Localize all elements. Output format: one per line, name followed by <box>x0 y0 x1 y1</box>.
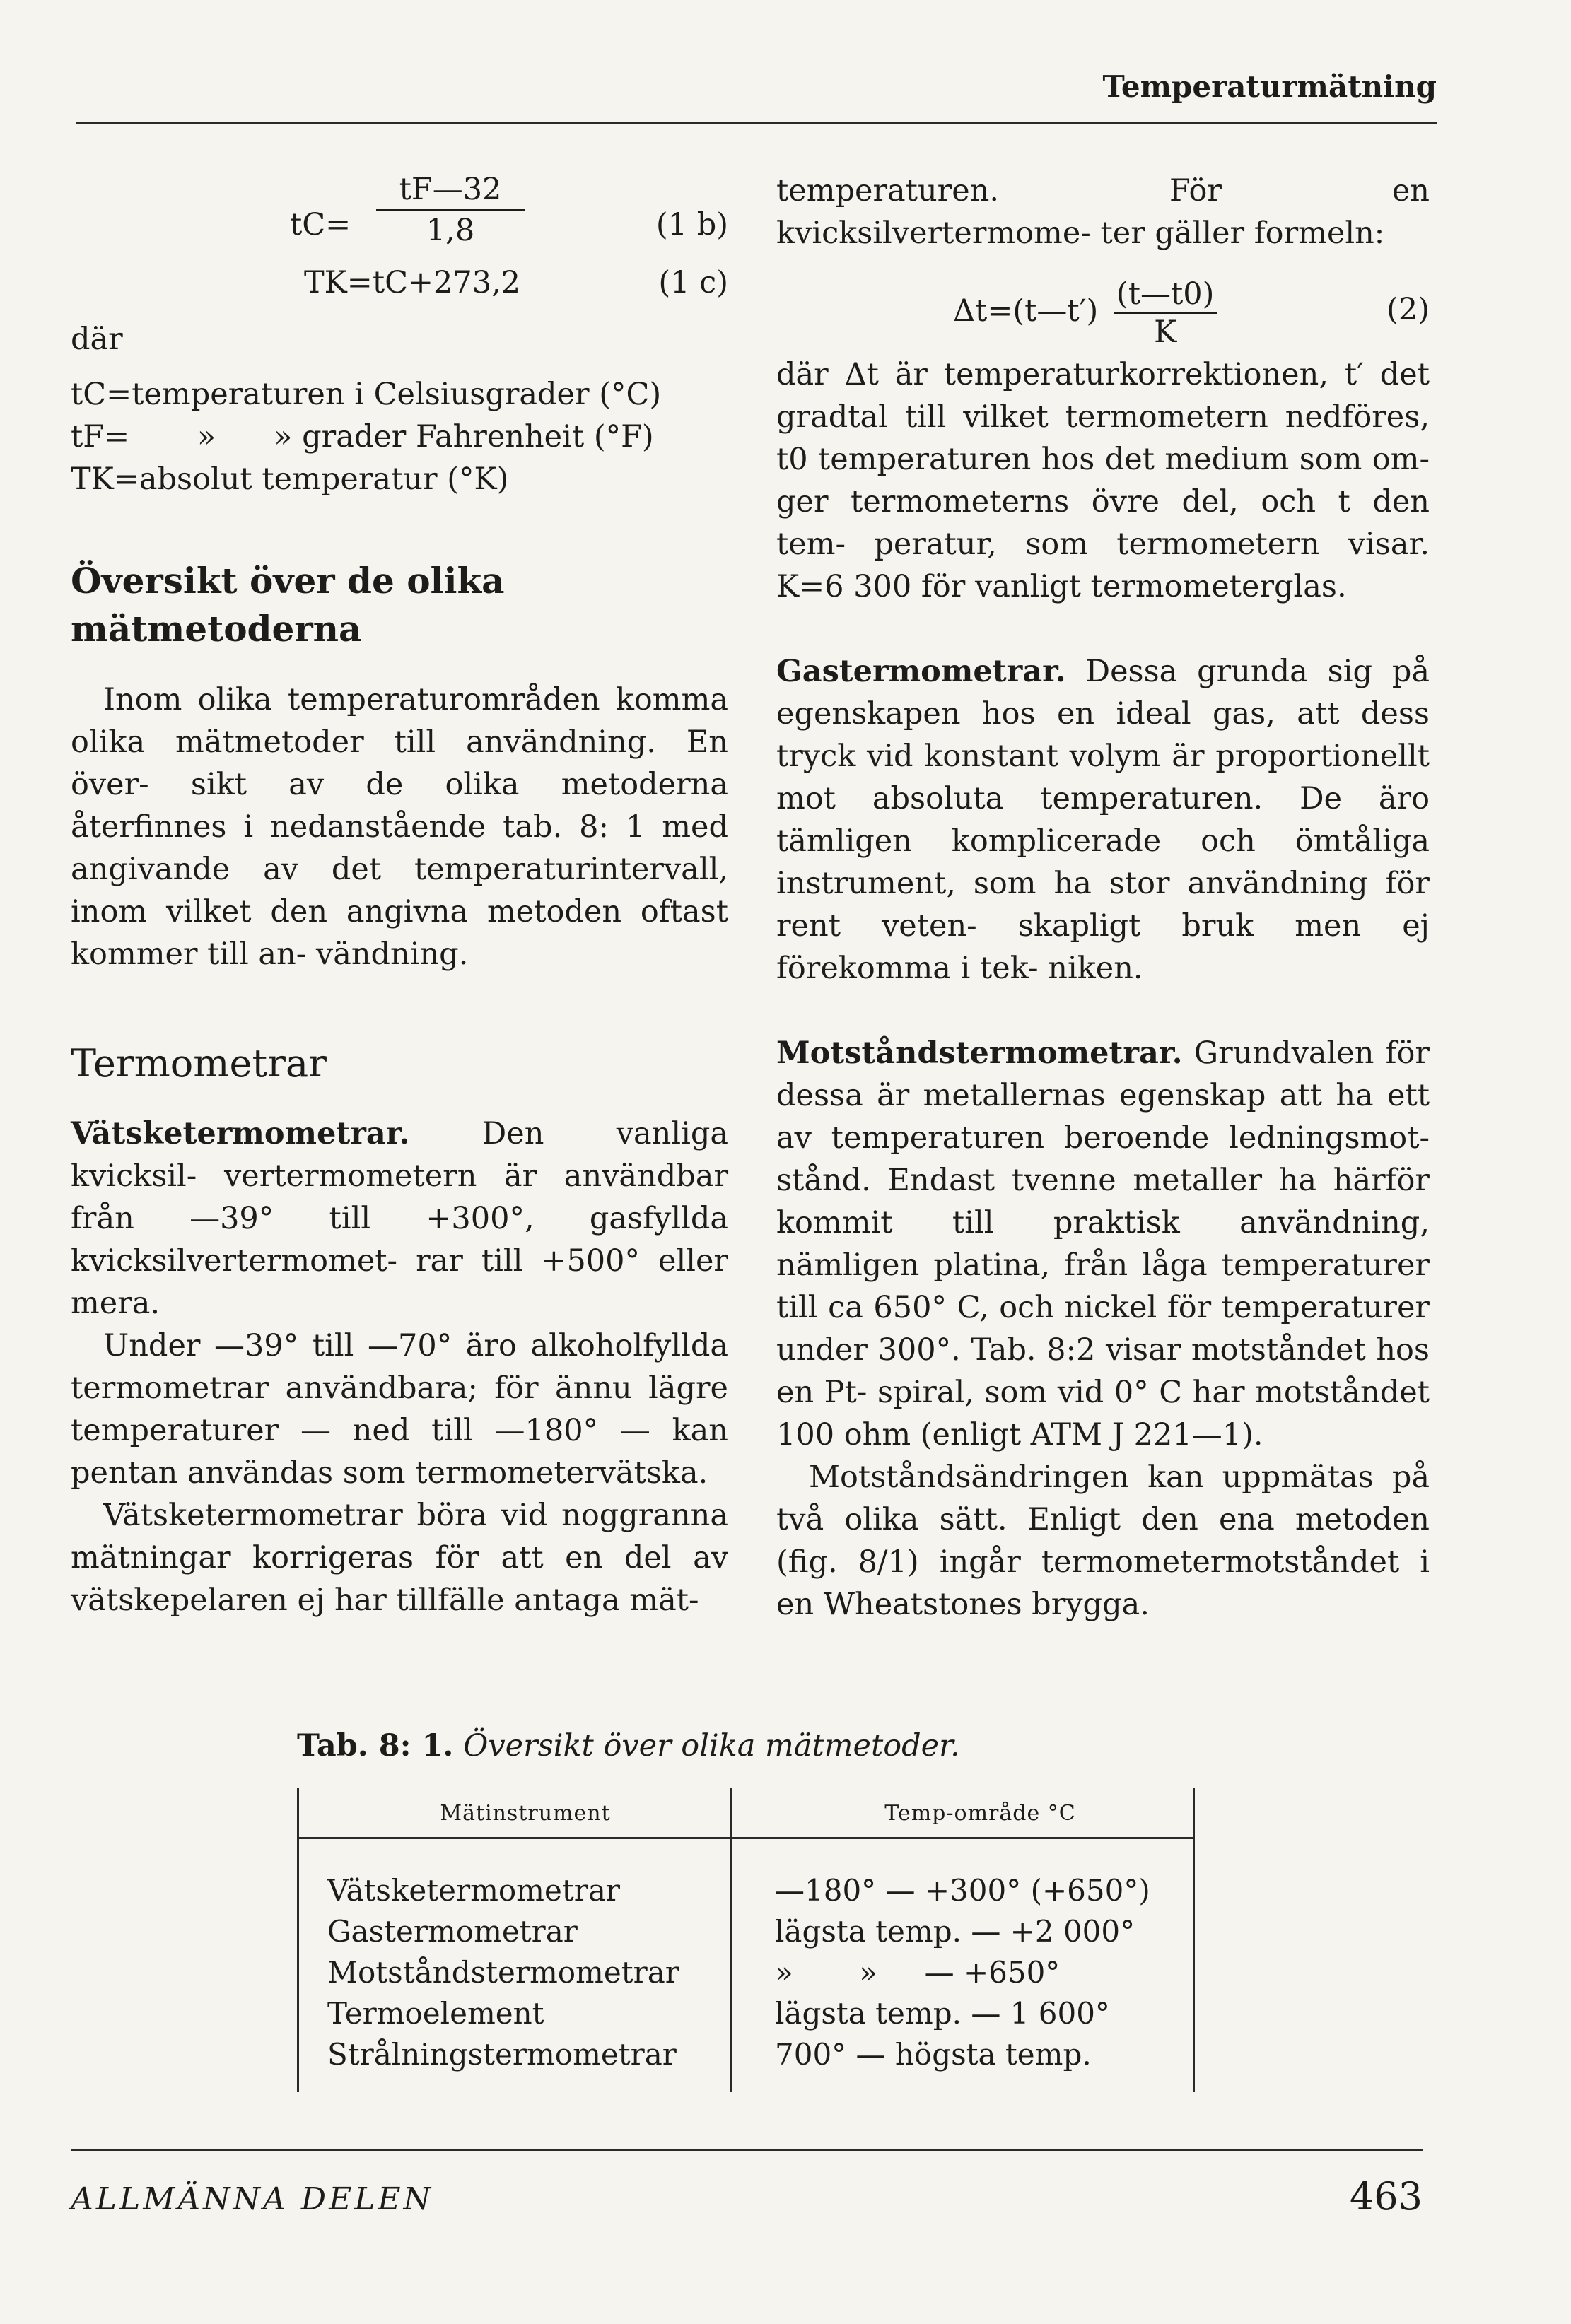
equation-1b-numerator: tF—32 <box>376 170 525 211</box>
equation-1b-lhs: tC= <box>290 207 351 242</box>
section-heading-overview: Översikt över de olika mätmetoderna <box>71 560 505 650</box>
equation-1b-denominator: 1,8 <box>426 213 475 248</box>
equation-2-fraction <box>1114 276 1217 351</box>
table-cell-range: lägsta temp. — 1 600° <box>732 1993 1194 2034</box>
bottom-rule <box>71 2149 1423 2151</box>
run-in-gastermometrar: Gastermometrar. <box>776 654 1066 689</box>
footer-section: ALLMÄNNA DELEN <box>71 2181 434 2217</box>
definition-tc: tC=temperaturen i Celsiusgrader (°C) <box>71 377 662 412</box>
definition-tf: tF= » » grader Fahrenheit (°F) <box>71 419 654 454</box>
table-caption-title: Översikt över olika mätmetoder. <box>463 1728 960 1763</box>
table-row <box>298 1952 1194 1993</box>
table-row <box>298 2034 1194 2092</box>
table-cell-range: 700° — högsta temp. <box>732 2034 1194 2092</box>
paragraph-korrektion: Vätsketermometrar böra vid noggranna mätningar korrigeras för att en del av vätskepelaren ej har tillfälle antaga mät- <box>71 1498 728 1618</box>
table-cell-instrument: Termoelement <box>298 1993 732 2034</box>
run-in-motstandstermometrar: Motståndstermometrar. <box>776 1035 1183 1071</box>
table-row <box>298 1993 1194 2034</box>
definition-tk: TK=absolut temperatur (°K) <box>71 462 509 497</box>
paragraph-alkohol: Under —39° till —70° äro alkoholfyllda termometrar användbara; för ännu lägre temperaturer — ned till —180° — kan pentan användas som termometervätska. <box>71 1328 728 1491</box>
paragraph-vatsketermometrar <box>71 1113 728 1325</box>
definitions <box>71 373 728 500</box>
table-caption-label: Tab. 8: 1. <box>297 1728 454 1763</box>
paragraph-korrektion-definition: där Δt är temperaturkorrektionen, t′ det gradtal till vilket termometern nedföres, t0 temperaturen hos det medium som om- ger termometerns övre del, och t den tem- peratur, som termometern visar. K=6 300 för vanligt termometerglas. <box>776 357 1430 604</box>
equation-1b-fraction <box>376 170 525 250</box>
table-cell-instrument: Vätsketermometrar <box>298 1838 732 1912</box>
equation-1c <box>71 254 728 318</box>
table-header-range: Temp-område °C <box>732 1788 1194 1838</box>
run-in-vatsketermometrar: Vätsketermometrar. <box>71 1116 410 1151</box>
table-cell-instrument: Strålningstermometrar <box>298 2034 732 2092</box>
table-cell-instrument: Motståndstermometrar <box>298 1952 732 1993</box>
table-caption <box>297 1725 960 1767</box>
equation-2-numerator: (t—t0) <box>1114 276 1217 314</box>
paragraph-motstandstermometrar-text: Grundvalen för dessa är metallernas egenskap att ha ett av temperaturen beroende ledningsmot- stånd. Endast tvenne metaller ha härför kommit till praktisk användning, nämligen platina, från låga temperaturer till ca 650° C, och nickel för temperaturer under 300°. Tab. 8:2 visar motståndet hos en Pt- spiral, som vid 0° C har motståndet 100 ohm (enligt ATM J 221—1). <box>776 1035 1430 1452</box>
paragraph-overview: Inom olika temperaturområden komma olika mätmetoder till användning. En över- sikt av de olika metoderna återfinnes i nedanstående tab. 8: 1 med angivande av det temperaturintervall, inom vilket den angivna metoden oftast kommer till an- vändning. <box>71 682 728 972</box>
equation-1b-number: (1 b) <box>655 207 728 242</box>
equation-1c-number: (1 c) <box>658 265 728 300</box>
table-header-instrument: Mätinstrument <box>298 1788 732 1838</box>
top-rule <box>76 122 1437 124</box>
page-number: 463 <box>1349 2174 1423 2219</box>
running-head: Temperaturmätning <box>1102 69 1437 104</box>
table-cell-range: » » — +650° <box>732 1952 1194 1993</box>
paragraph-motstandsandringen: Motståndsändringen kan uppmätas på två olika sätt. Enligt den ena metoden (fig. 8/1) ingår termometermotståndet i en Wheatstones brygga. <box>776 1460 1430 1622</box>
equation-2-lhs: Δt=(t—t′) <box>953 293 1099 329</box>
table-header-row <box>298 1788 1194 1838</box>
equation-1c-expression: TK=tC+273,2 <box>304 265 521 300</box>
equation-2-denominator: K <box>1154 315 1177 350</box>
table-row <box>298 1838 1194 1912</box>
paragraph-gastermometrar-text: Dessa grunda sig på egenskapen hos en ideal gas, att dess tryck vid konstant volym är proportionellt mot absoluta temperaturen. De äro tämligen komplicerade och ömtåliga instrument, som ha stor användning för rent veten- skapligt bruk men ej förekomma i tek- niken. <box>776 654 1430 986</box>
dar-label: där <box>71 322 123 357</box>
section-heading-termometrar: Termometrar <box>71 1041 327 1086</box>
table-row <box>298 1911 1194 1952</box>
left-column <box>71 170 728 1621</box>
table-cell-range: —180° — +300° (+650°) <box>732 1838 1194 1912</box>
equation-1b <box>71 170 728 254</box>
equation-2-expression <box>953 276 1217 351</box>
paragraph-motstandstermometrar <box>776 1032 1430 1456</box>
right-column <box>776 170 1430 1626</box>
equation-2-number: (2) <box>1386 292 1430 327</box>
table-cell-range: lägsta temp. — +2 000° <box>732 1911 1194 1952</box>
equation-2 <box>776 254 1430 350</box>
paragraph-temperaturen: temperaturen. För en kvicksilvertermome- ter gäller formeln: <box>776 173 1430 251</box>
paragraph-gastermometrar <box>776 650 1430 990</box>
overview-table <box>297 1788 1195 2092</box>
table-cell-instrument: Gastermometrar <box>298 1911 732 1952</box>
paragraph-vatsketermometrar-text: Den vanliga kvicksil- vertermometern är användbar från —39° till +300°, gasfyllda kvicksilvertermomet- rar till +500° eller mera. <box>71 1116 728 1321</box>
